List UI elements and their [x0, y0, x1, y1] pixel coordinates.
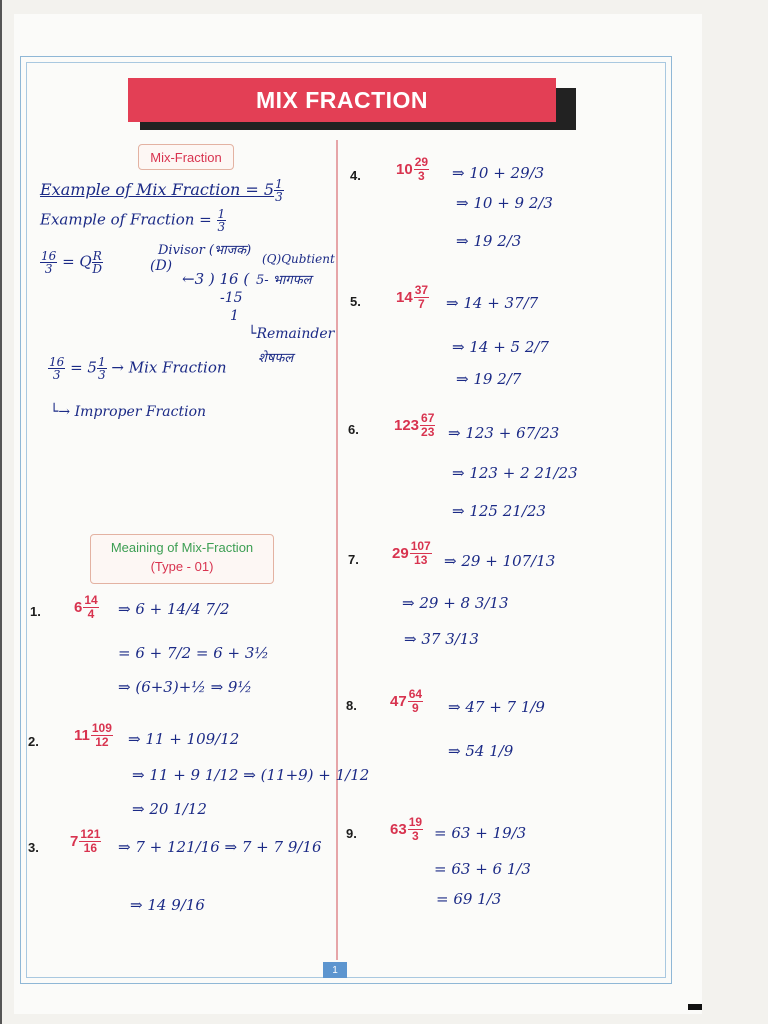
problem-step: ⇒ 14 + 37/7 [446, 294, 539, 312]
problem-number: 4. [350, 168, 361, 183]
meaning-heading-type: (Type - 01) [150, 559, 214, 574]
page-number: 1 [323, 962, 347, 978]
formula-q-r-d: $\frac{16}{3}$ = Q $\frac{R}{D}$ [41, 249, 103, 276]
problem-step: ⇒ 123 + 67/23 [448, 424, 560, 442]
page-title: MIX FRACTION [128, 78, 556, 122]
problem-number: 2. [28, 734, 39, 749]
intro-line-1: Example of Mix Fraction = 5 $\frac{1}{3}$ [40, 177, 283, 204]
remainder-hindi: शेषफल [258, 351, 294, 366]
scan-corner-mark [688, 1004, 702, 1010]
problem-number: 1. [30, 604, 41, 619]
d-label: (D) [150, 258, 173, 274]
problem-step: ⇒ 6 + 14/4 7/2 [118, 600, 230, 618]
problem-step: ⇒ 11 + 109/12 [128, 730, 240, 748]
problem-step: ⇒ 54 1/9 [448, 742, 514, 760]
problem-step: ⇒ 19 2/7 [456, 370, 522, 388]
problem-step: ⇒ 37 3/13 [404, 630, 479, 648]
quotient-hindi: 5- भागफल [256, 273, 312, 288]
problem-step: ⇒ 47 + 7 1/9 [448, 698, 545, 716]
problem-step: ⇒ 11 + 9 1/12 ⇒ (11+9) + 1/12 [132, 766, 370, 784]
problem-mixed-fraction: 10 $\frac{29}{3}$ [396, 155, 429, 183]
problem-step: ⇒ 10 + 29/3 [452, 164, 545, 182]
problem-mixed-fraction: 47 $\frac{64}{9}$ [390, 687, 423, 715]
problem-step: ⇒ 14 + 5 2/7 [452, 338, 549, 356]
meaning-heading [90, 534, 274, 584]
problem-mixed-fraction: 11 $\frac{109}{12}$ [74, 721, 112, 749]
problem-step: ⇒ (6+3)+½ ⇒ 9½ [118, 678, 252, 696]
mix-fraction-equation: $\frac{16}{3}$ = 5 $\frac{1}{3}$ → Mix Fraction [49, 355, 227, 382]
problem-number: 9. [346, 826, 357, 841]
problem-step: ⇒ 7 + 121/16 ⇒ 7 + 7 9/16 [118, 838, 322, 856]
problem-mixed-fraction: 29 $\frac{107}{13}$ [392, 539, 431, 567]
problem-mixed-fraction: 7 $\frac{121}{16}$ [70, 827, 101, 855]
problem-step: ⇒ 29 + 8 3/13 [402, 594, 509, 612]
problem-number: 3. [28, 840, 39, 855]
problem-step: ⇒ 125 21/23 [452, 502, 546, 520]
problem-number: 5. [350, 294, 361, 309]
problem-step: = 63 + 6 1/3 [434, 860, 531, 878]
problem-mixed-fraction: 14 $\frac{37}{7}$ [396, 283, 429, 311]
scan-edge-line [0, 0, 2, 1024]
problem-step: ⇒ 14 9/16 [130, 896, 205, 914]
problem-step: ⇒ 123 + 2 21/23 [452, 464, 578, 482]
quotient-label: (Q)Qubtient [262, 252, 335, 266]
problem-step: ⇒ 19 2/3 [456, 232, 522, 250]
remainder-value: 1 [230, 308, 239, 324]
remainder-label: └Remainder [248, 326, 335, 342]
column-divider [336, 140, 338, 960]
problem-step: ⇒ 29 + 107/13 [444, 552, 556, 570]
mix-fraction-heading: Mix-Fraction [138, 144, 234, 170]
problem-mixed-fraction: 123 $\frac{67}{23}$ [394, 411, 435, 439]
long-division: ←3 ) 16 ( [182, 270, 250, 288]
problem-step: ⇒ 20 1/12 [132, 800, 207, 818]
improper-fraction-label: └→ Improper Fraction [50, 404, 207, 420]
problem-step: = 69 1/3 [436, 890, 502, 908]
meaning-heading-title: Meaining of Mix-Fraction [110, 540, 254, 555]
divisor-label: Divisor (भाजक) [158, 243, 252, 258]
problem-step: = 6 + 7/2 = 6 + 3½ [118, 644, 269, 662]
problem-step: ⇒ 10 + 9 2/3 [456, 194, 553, 212]
problem-number: 6. [348, 422, 359, 437]
problem-mixed-fraction: 6 $\frac{14}{4}$ [74, 593, 98, 621]
problem-step: = 63 + 19/3 [434, 824, 527, 842]
problem-number: 8. [346, 698, 357, 713]
minus-fifteen: -15 [220, 290, 243, 306]
problem-mixed-fraction: 63 $\frac{19}{3}$ [390, 815, 423, 843]
problem-number: 7. [348, 552, 359, 567]
intro-line-2: Example of Fraction = $\frac{1}{3}$ [40, 207, 226, 234]
